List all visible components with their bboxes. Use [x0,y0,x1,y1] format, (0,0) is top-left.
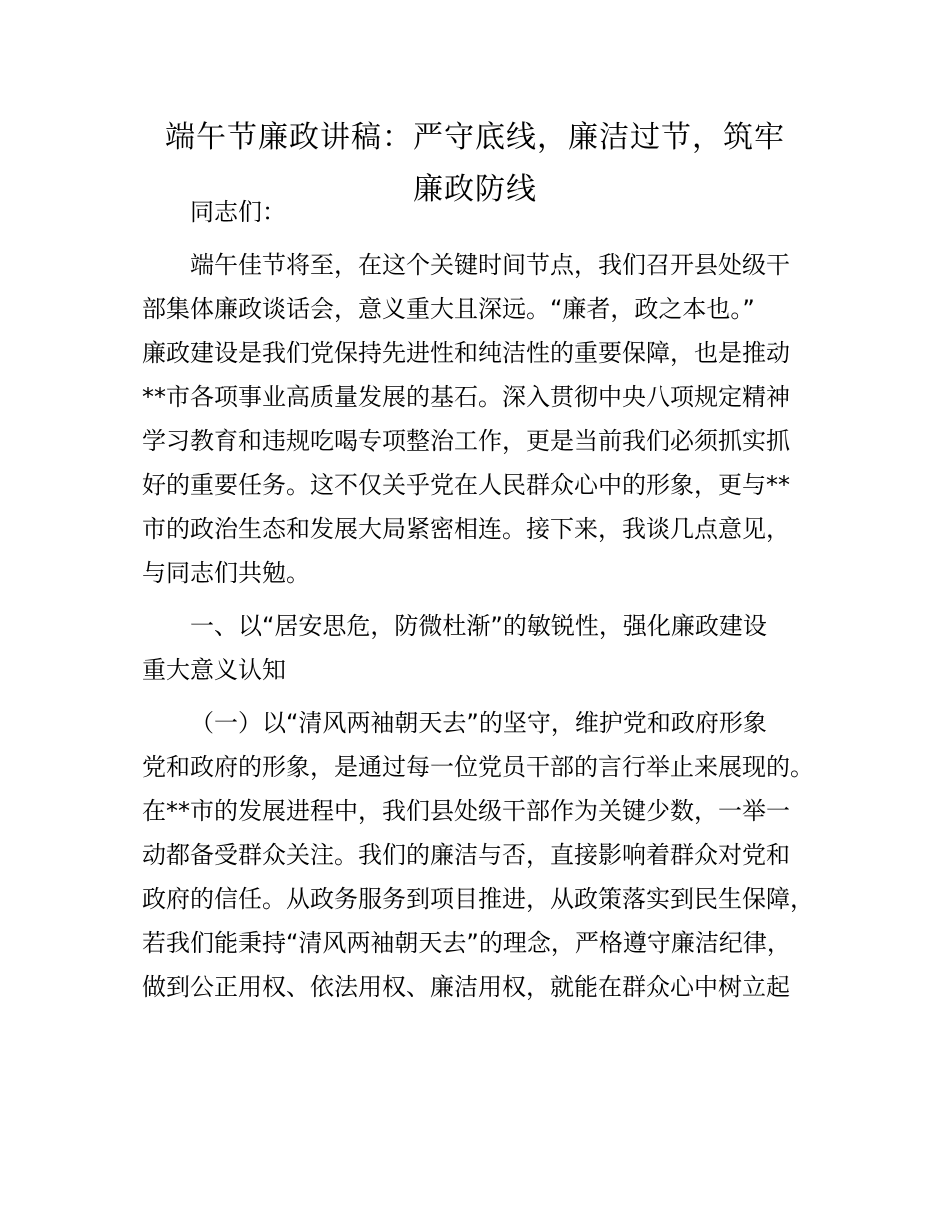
paragraph-line: 党和政府的形象，是通过每一位党员干部的言行举止来展现的。 [142,753,814,781]
paragraph-line: 做到公正用权、依法用权、廉洁用权，就能在群众心中树立起 [142,973,790,1001]
paragraph-line: 市的政治生态和发展大局紧密相连。接下来，我谈几点意见， [142,515,790,543]
salutation: 同志们： [190,198,286,226]
paragraph-line: 在**市的发展进程中，我们县处级干部作为关键少数，一举一 [142,797,790,825]
title-line-2: 廉政防线 [413,172,537,207]
document-body [142,190,832,1009]
paragraph-line: 政府的信任。从政务服务到项目推进，从政策落实到民生保障， [142,885,814,913]
paragraph-intro [142,243,832,595]
paragraph-line: **市各项事业高质量发展的基石。深入贯彻中央八项规定精神 [142,383,790,411]
section-heading-line: 重大意义认知 [142,656,286,684]
paragraph-line: 与同志们共勉。 [142,559,310,587]
paragraph-line: 学习教育和违规吃喝专项整治工作，更是当前我们必须抓实抓 [142,427,790,455]
paragraph-line: 廉政建设是我们党保持先进性和纯洁性的重要保障，也是推动 [142,339,790,367]
section-heading-line: 一、以“居安思危，防微杜渐”的敏锐性，强化廉政建设 [190,612,767,640]
title-line-1: 端午节廉政讲稿：严守底线，廉洁过节，筑牢 [165,120,785,155]
paragraph-line: 动都备受群众关注。我们的廉洁与否，直接影响着群众对党和 [142,841,790,869]
paragraph-line: 若我们能秉持“清风两袖朝天去”的理念，严格遵守廉洁纪律， [142,929,791,957]
subsection-paragraph [142,701,832,1009]
subsection-heading: （一）以“清风两袖朝天去”的坚守，维护党和政府形象 [190,709,767,737]
paragraph-line: 端午佳节将至，在这个关键时间节点，我们召开县处级干 [190,251,790,279]
paragraph-line: 好的重要任务。这不仅关乎党在人民群众心中的形象，更与** [142,471,790,499]
section-heading [142,604,832,692]
paragraph-line: 部集体廉政谈话会，意义重大且深远。“廉者，政之本也。” [142,295,755,323]
